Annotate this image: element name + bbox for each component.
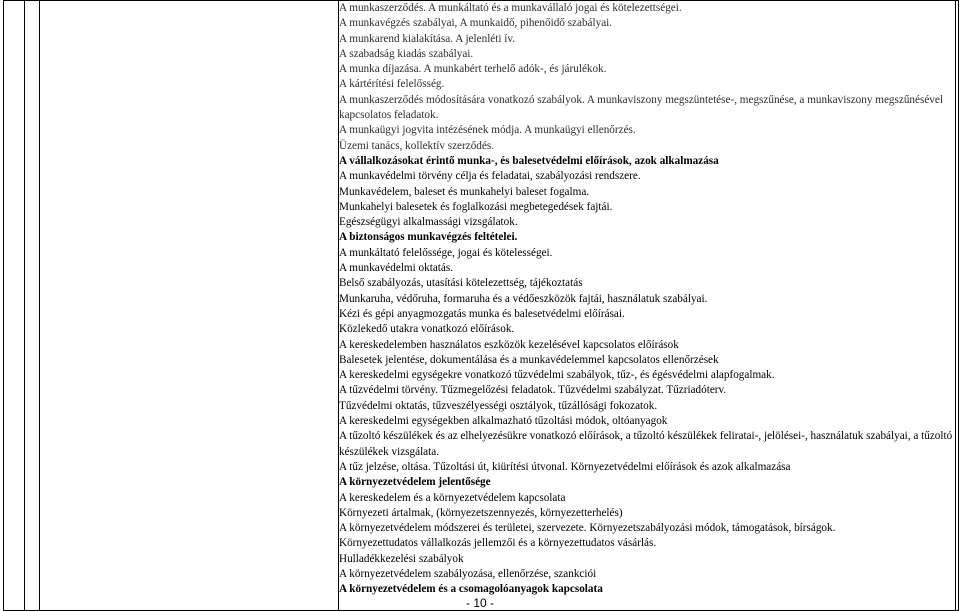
text-line: Munkaruha, védőruha, formaruha és a védőeszközök fajtái, használatuk szabályai.	[339, 292, 708, 305]
text-line: Tűzvédelmi oktatás, tűzveszélyességi osztályok, tűzállósági fokozatok.	[339, 399, 658, 412]
table-row	[4, 1, 959, 611]
text-line: A kereskedelemben használatos eszközök kezelésével kapcsolatos előírások	[339, 338, 679, 351]
text-line: A munkarend kialakítása. A jelenléti ív.	[339, 32, 516, 45]
text-line: A munkaügyi jogvita intézésének módja. A munkaügyi ellenőrzés.	[339, 124, 636, 137]
empty-cell	[956, 1, 959, 611]
text-line: A munkaszerződés módosítására vonatkozó szabályok. A munkaviszony megszüntetése-, megszűnése, a munkaviszony megszűnésével kapcsolatos feladatok.	[339, 93, 943, 122]
text-line: A munkáltató felelőssége, jogai és kötelességei.	[339, 246, 553, 259]
text-line: A munka díjazása. A munkabért terhelő adók-, és járulékok.	[339, 63, 607, 76]
text-line: Közlekedő utakra vonatkozó előírások.	[339, 323, 515, 336]
text-line: A tűzoltó készülékek és az elhelyezésükre vonatkozó előírások, a tűzoltó készülékek feliratai-, jelölései-, használatuk szabályai, a tűzoltó készülékek vizsgálata.	[339, 430, 953, 458]
empty-cell	[4, 1, 25, 611]
text-line: A környezetvédelem módszerei és területei, szervezete. Környezetszabályozási módok, támogatások, bírságok.	[339, 522, 836, 535]
empty-cell	[40, 1, 339, 611]
text-line: A környezetvédelem szabályozása, ellenőrzése, szankciói	[339, 567, 597, 580]
text-line: Környezettudatos vállalkozás jellemzői és a környezettudatos vásárlás.	[339, 537, 657, 550]
text-line: Kézi és gépi anyagmozgatás munka és balesetvédelmi előírásai.	[339, 307, 625, 320]
content-cell	[339, 1, 956, 611]
text-line: A munkavédelmi törvény célja és feladatai, szabályozási rendszere.	[339, 170, 641, 183]
text-line: Környezeti ártalmak, (környezetszennyezés, környezetterhelés)	[339, 506, 623, 519]
text-line: Balesetek jelentése, dokumentálása és a munkavédelemmel kapcsolatos ellenőrzések	[339, 353, 719, 366]
text-line: Munkavédelem, baleset és munkahelyi baleset fogalma.	[339, 185, 590, 198]
text-line: A munkavégzés szabályai, A munkaidő, pihenőidő szabályai.	[339, 17, 613, 30]
text-line: A szabadság kiadás szabályai.	[339, 47, 474, 60]
section-heading: A környezetvédelem jelentősége	[339, 476, 491, 489]
text-line: Egészségügyi alkalmassági vizsgálatok.	[339, 216, 518, 229]
curriculum-table	[3, 0, 959, 611]
text-line: A tűzvédelmi törvény. Tűzmegelőzési feladatok. Tűzvédelmi szabályzat. Tűzriadóterv.	[339, 384, 727, 397]
text-line: A munkavédelmi oktatás.	[339, 262, 454, 275]
section-heading: A biztonságos munkavégzés feltételei.	[339, 231, 518, 244]
text-line: Üzemi tanács, kollektív szerződés.	[339, 139, 495, 152]
text-line: A tűz jelzése, oltása. Tűzoltási út, kiürítési útvonal. Környezetvédelmi előírások és azok alkalmazása	[339, 460, 791, 473]
text-line: A kereskedelmi egységekben alkalmazható tűzoltási módok, oltóanyagok	[339, 415, 668, 428]
section-heading: A környezetvédelem és a csomagolóanyagok kapcsolata	[339, 583, 603, 596]
text-line: A kereskedelmi egységekre vonatkozó tűzvédelmi szabályok, tűz-, és égésvédelmi alapfogalmak.	[339, 369, 775, 382]
text-line: Munkahelyi balesetek és foglalkozási megbetegedések fajtái.	[339, 200, 613, 213]
text-line: Belső szabályozás, utasítási kötelezettség, tájékoztatás	[339, 277, 583, 290]
section-heading: A vállalkozásokat érintő munka-, és balesetvédelmi előírások, azok alkalmazása	[339, 154, 719, 167]
text-line: Hulladékkezelési szabályok	[339, 552, 464, 565]
page-number: - 10 -	[465, 596, 494, 610]
text-line: A kereskedelem és a környezetvédelem kapcsolata	[339, 491, 566, 504]
empty-cell	[25, 1, 40, 611]
text-line: A munkaszerződés. A munkáltató és a munkavállaló jogai és kötelezettségei.	[339, 2, 682, 14]
text-line: A kártérítési felelősség.	[339, 78, 445, 91]
